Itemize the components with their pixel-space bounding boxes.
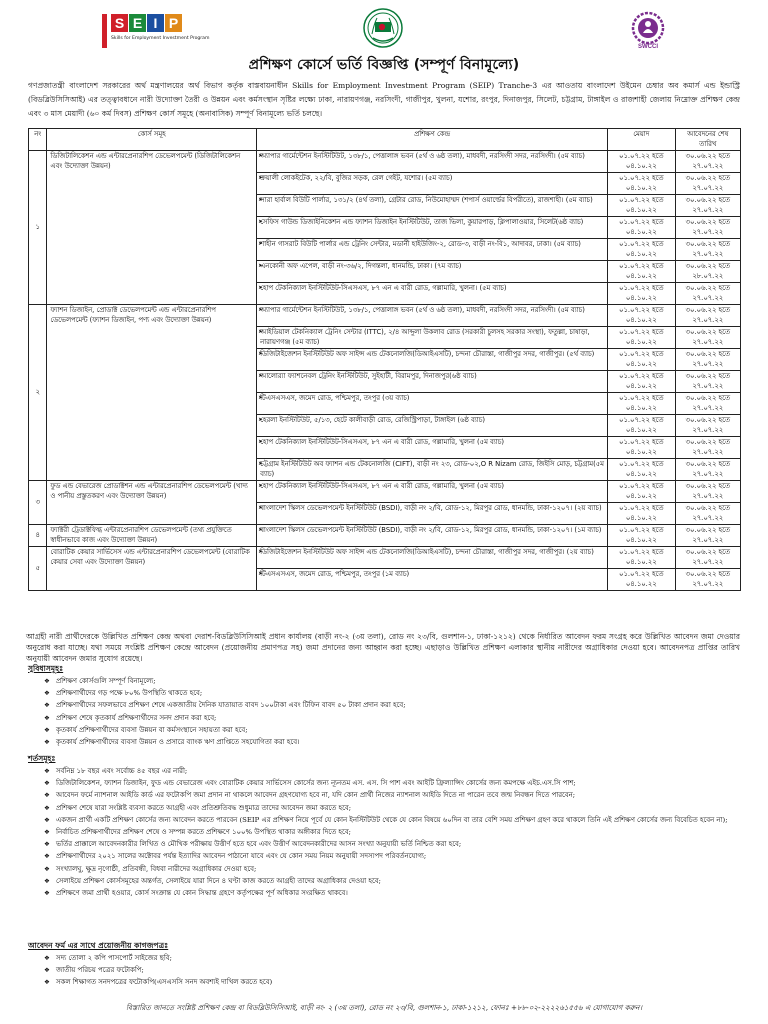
- training-center: ➤ টিএসএসএস, জমেদ রোড, পশ্চিমপুর, তংপুর (১ম ব্যাচ): [257, 569, 608, 591]
- training-center: ➤ আলোর‍্যা ফ্যাশনেবল ট্রেনিং ইনস্টিটিউট, সুইহাটী, বিরামপুর, দিনাজপুর(৬ষ্ঠ ব্যাচ): [257, 371, 608, 393]
- list-item: ❖ কৃতকার্য প্রশিক্ষণার্থীদের ব্যবসা উন্নয়ন বা কর্মসংস্থানে সহায়তা করা হবে;: [44, 724, 740, 736]
- course-duration: ০১.০৭.২২ হতে ০৪.১০.২২: [607, 547, 675, 569]
- course-duration: ০১.০৭.২২ হতে ০৪.১০.২২: [607, 371, 675, 393]
- benefits-list: [44, 675, 740, 748]
- training-center: ➤ হেরলা ইনস্টিটিউট, ৫/১৩, হেটে কালীবাড়ী রোড, রেজিস্ট্রিপাড়া, টাঙ্গাইল (৬ষ্ঠ ব্যাচ): [257, 415, 608, 437]
- list-item: ❖ কৃতকার্য প্রশিক্ষণার্থীদের ব্যবসা উন্নয়ন ও প্রসারে ব্যাংক ঋণ প্রাপ্তিতে সহযোগিতা করা হবে।: [44, 736, 740, 748]
- application-last-date: ৩০.০৬.২২ হতে ২৭.০৭.২২: [675, 151, 741, 173]
- training-center: ➤ হোপ টেকনিক্যাল ইনস্টিটিউট-সিএসএস, ৮৭ এন এ বারী রোড, গল্লামারি, খুলনা (৫ম ব্যাচ): [257, 481, 608, 503]
- training-center: ➤ হোপ টেকনিক্যাল ইনস্টিটিউট-সিএসএস, ৮৭ এন এ বারী রোড, গল্লামারি, খুলনা (৫ম ব্যাচ): [257, 437, 608, 459]
- course-duration: ০১.০৭.২২ হতে ০৪.১০.২২: [607, 217, 675, 239]
- list-item: ❖ প্রশিক্ষণ শেষে যারা সংশ্লিষ্ট ব্যবসা করতে আগ্রহী এবং প্রতিশ্রুতিবদ্ধ শুধুমাত্র তাদের আবেদন জমা করতে হবে;: [44, 802, 740, 814]
- course-duration: ০১.০৭.২২ হতে ০৪.১০.২২: [607, 481, 675, 503]
- swcci-logo-text: SWCCI: [638, 44, 658, 50]
- list-item: ❖ সংখ্যালঘু, ক্ষুদ্র নৃগোষ্ঠী, প্রতিবন্ধী, বিধবা নারীদের অগ্রাধিকার দেওয়া হবে;: [44, 863, 740, 875]
- course-serial: ৩: [29, 481, 47, 525]
- training-center: ➤ ক্রয়ালী লোকইটেক, ২২/বি, বুজির সড়ক, রেল গেইট, যশোর। (৫ম ব্যাচ): [257, 173, 608, 195]
- course-duration: ০১.০৭.২২ হতে ০৪.১০.২২: [607, 415, 675, 437]
- table-row: [29, 151, 741, 173]
- training-center: ➤ টিএসএসএস, জমেদ রোড, পশ্চিমপুর, তংপুর (৩য় ব্যাচ): [257, 393, 608, 415]
- list-item: ❖ প্রশিক্ষণার্থীদের সফলভাবে প্রশিক্ষণ শেষে একজাতীয় দৈনিক যাতায়াত বাবদ ১০০টাকা এবং টিফিন বাবদ ৫০ টাকা প্রদান করা হবে;: [44, 699, 740, 711]
- application-last-date: ৩০.০৬.২২ হতে ২৭.০৭.২২: [675, 349, 741, 371]
- course-duration: ০১.০৭.২২ হতে ০৪.১০.২২: [607, 459, 675, 481]
- header-serial: নং: [29, 129, 47, 151]
- course-duration: ০১.০৭.২২ হতে ০৪.১০.২২: [607, 239, 675, 261]
- course-table: [28, 128, 741, 591]
- course-name: ফ্যাক্টরী ট্রেডাক্টফিগ্ধ এন্টারপ্রেনারশিপ ডেভেলপমেন্ট (তথ্য প্রযুক্তিতে স্বাধীনভাবে কাজ এবং উদ্যোক্তা উন্নয়ন): [47, 525, 257, 547]
- list-item: ❖ প্রশিক্ষণার্থীদের গড় পক্ষে ৮০% উপস্থিতি থাকতে হবে;: [44, 687, 740, 699]
- notice-title: প্রশিক্ষণ কোর্সে ভর্তি বিজ্ঞপ্তি (সম্পূর্ণ বিনামূল্যে): [248, 57, 520, 73]
- application-last-date: ৩০.০৬.২২ হতে ২৭.০৭.২২: [675, 569, 741, 591]
- header-last-date: আবেদনের শেষ তারিখ: [675, 129, 741, 151]
- table-row: [29, 481, 741, 503]
- application-last-date: ৩০.০৬.২২ হতে ২৭.০৭.২২: [675, 305, 741, 327]
- application-last-date: ৩০.০৬.২২ হতে ২৭.০৭.২২: [675, 195, 741, 217]
- list-item: ❖ সকল শিক্ষাগত সনদপত্রের ফটোকপি(এসএসসি সনদ অবশ্যই দাখিল করতে হবে): [44, 976, 740, 988]
- header-duration: মেয়াদ: [607, 129, 675, 151]
- seip-logo-bar: [102, 14, 107, 48]
- application-last-date: ৩০.০৬.২২ হতে ২৭.০৭.২২: [675, 217, 741, 239]
- intro-paragraph: গণপ্রজাতন্ত্রী বাংলাদেশ সরকারের অর্থ মন্ত্রণালয়ের অর্থ বিভাগ কর্তৃক বাস্তবায়নাধীন Skills for Employment Investment Program (SEIP) Tranche-3 এর আওতায় বাংলাদেশ উইমেন চেম্বার অব কমার্স এন্ড ইন্ডাস্ট্রি (বিডব্লিউসিসিআই) এর তত্ত্বাবধানে নারী উদ্যোক্তা তৈরী ও উন্নয়ন এবং কর্মসংস্থান সৃষ্টির লক্ষ্যে ঢাকা, নারায়ণগঞ্জ, নরসিংদী, গাজীপুর, খুলনা, যশোর, রংপুর, দিনাজপুর, সিলেট, চট্টগ্রাম, টাঙ্গাইল ও রাজশাহী জেলায় নিম্নোক্ত প্রশিক্ষণ কেন্দ্র এবং ৩ মাস মেয়াদী (৬০ কর্ম দিবস) প্রশিক্ষণ কোর্স সমূহে (অনাবাসিক) সম্পূর্ণ বিনামূল্যে ভর্তি চলছে।: [28, 81, 740, 118]
- list-item: ❖ জাতীয় পরিচয় পত্রের ফটোকপি;: [44, 964, 740, 976]
- list-item: ❖ প্রশিক্ষণে জমা প্রার্থী হওয়ার, কোর্স সংক্রান্ত যে কোন সিদ্ধান্ত গ্রহণে কর্তৃপক্ষের পূর্ণ অধিকার সংরক্ষিত থাকবে।: [44, 887, 740, 899]
- application-last-date: ৩০.০৬.২২ হতে ২৭.০৭.২২: [675, 283, 741, 305]
- seip-letter-e: E: [129, 14, 146, 32]
- list-item: ❖ আবেদন ফর্মে ন্যাশনাল আইডি কার্ড এর ফটোকপি জমা প্রদান না থাকলে আবেদন গ্রহণযোগ্য হবে না, যদি কোন প্রার্থী নিজের ন্যাশনাল আইডি দিতে না পারেন তবে জন্ম নিবন্ধন দিতে পারবেন;: [44, 789, 740, 801]
- course-duration: ০১.০৭.২২ হতে ০৪.১০.২২: [607, 283, 675, 305]
- application-last-date: ৩০.০৬.২২ হতে ২৭.০৭.২২: [675, 371, 741, 393]
- application-last-date: ৩০.০৬.২২ হতে ২৭.০৭.২২: [675, 327, 741, 349]
- application-last-date: ৩০.০৬.২২ হতে ২৭.০৭.২২: [675, 459, 741, 481]
- seip-letter-s: S: [111, 14, 128, 32]
- course-name: বোরাটিক কেয়ার সার্ভিসেস এন্ড এন্টারপ্রেনারশিপ ডেভেলপমেন্ট (বোরাটিক কেয়ার সেবা এবং উদ্যোক্তা উন্নয়ন): [47, 547, 257, 591]
- course-serial: ৪: [29, 525, 47, 547]
- list-item: ❖ ডিজিটালিকেশন, ফ্যাশন ডিজাইন, ফুড এন্ড বেভারেজ এবং বোরাটিক কেয়ার সার্ভিসেস কোর্সের জন্য ন্যূনতম এস. এস. সি পাশ এবং আইটি ফ্রিল্যান্সিং কোর্সের জন্য কমপক্ষে এইচ.এস.সি পাশ;: [44, 777, 740, 789]
- course-table-body: [29, 151, 741, 591]
- list-item: ❖ প্রশিক্ষণ কোর্সগুলি সম্পূর্ণ বিনামূল্যে;: [44, 675, 740, 687]
- course-duration: ০১.০৭.২২ হতে ০৪.১০.২২: [607, 151, 675, 173]
- course-duration: ০১.০৭.২২ হতে ০৪.১০.২২: [607, 437, 675, 459]
- application-instructions: আগ্রহী নারী প্রার্থীদেরকে উল্লিখিত প্রশিক্ষণ কেন্দ্র অথবা দেরাশ-বিডব্লিউসিসিআই প্রধান কার্যালয় (বাড়ী নং-২ (৩য় তলা), রোড নং ২৩/বি, গুলশান-১, ঢাকা-১২১২) থেকে নির্ধারিত আবেদন ফরম সংগ্রহ করে উল্লিখিত আবেদন জমা দেওয়ার অনুরোধ করা যাচ্ছে। যথা সময়ে সংশ্লিষ্ট প্রশিক্ষণ কেন্দ্রে আবেদন (প্রয়োজনীয় প্রমাণপত্র সহ) জমা প্রদানের জন্য আহ্বান করা হচ্ছে। এছাড়াও উল্লিখিত প্রশিক্ষণ এলাকার স্থানীয় নারীদের অগ্রাধিকার দেওয়া হবে। আবেদনপত্র প্রাপ্তির তারিখ অনুযায়ী আবেদন জমার সুযোগ রয়েছে।: [26, 632, 740, 663]
- seip-letter-i: I: [147, 14, 164, 32]
- list-item: ❖ সর্বনিম্ন ১৮ বছর এবং সর্বোচ্চ ৪৫ বছর এর নারী;: [44, 765, 740, 777]
- list-item: ❖ নির্বাচিত প্রশিক্ষণার্থীদের প্রশিক্ষণ শেষে ও সম্পন্ন করতে প্রশিক্ষণে ১০০% উপস্থিত থাকার অঙ্গীকার দিতে হবে;: [44, 826, 740, 838]
- course-serial: ২: [29, 305, 47, 481]
- seip-logo: [102, 14, 210, 50]
- list-item: ❖ প্রশিক্ষণার্থীদের ২০২১ সালের অক্টোবর পর্যন্ত ইত্যাদির আবেদন পাঠানো যাবে এবং যে কোন সময় নিয়ম অনুযায়ী সদস্যপদ পরিবর্তনযোগ্য;: [44, 850, 740, 862]
- header-center: প্রশিক্ষণ কেন্দ্র: [257, 129, 608, 151]
- application-last-date: ৩০.০৬.২২ হতে ২৭.০৭.২২: [675, 393, 741, 415]
- application-last-date: ৩০.০৬.২২ হতে ২৮.০৭.২২: [675, 261, 741, 283]
- application-last-date: ৩০.০৬.২২ হতে ২৭.০৭.২২: [675, 239, 741, 261]
- course-name: ফুড এন্ড বেভারেজ প্রোডাক্টশন এন্ড এন্টারপ্রেনারশিপ ডেভেলপমেন্ট (খাদ্য ও পানীয় প্রস্তুতকরণ এবং উদ্যোক্তা উন্নয়ন): [47, 481, 257, 525]
- conditions-heading: শর্তসমূহঃ: [28, 754, 56, 763]
- course-name: ডিজিটালিকেশন এন্ড এন্টারপ্রেনারশিপ ডেভেলপমেন্ট (ডিজিটালিকেশন এবং উদ্যোক্তা উন্নয়ন): [47, 151, 257, 305]
- documents-heading: আবেদন ফর্ম এর সাথে প্রয়োজনীয় কাগজপত্রঃ: [28, 941, 169, 950]
- course-duration: ০১.০৭.২২ হতে ০৪.১০.২২: [607, 393, 675, 415]
- course-duration: ০১.০৭.২২ হতে ০৪.১০.২২: [607, 503, 675, 525]
- list-item: ❖ সদ্য তোলা ২ কপি পাসপোর্ট সাইজের ছবি;: [44, 952, 740, 964]
- government-seal-icon: [363, 8, 403, 48]
- training-center: ➤ সেফিস গাউন্ড ডিজাইনিকেশন এন্ড ফ্যাশন ডিজাইন ইনস্টিটিউট, তাজ ভিলা, কুয়ারপাড়, ক্লিপালাওয়ার, সিলেট(৬ষ্ঠ ব্যাচ): [257, 217, 608, 239]
- course-name: ফ্যাশন ডিজাইন, প্রোডাক্ট ডেভেলপমেন্ট এন্ড এন্টারপ্রেনারশিপ ডেভেলপমেন্ট (ফ্যাশন ডিজাইন, পণ্য এবং উদ্যোক্তা উন্নয়ন): [47, 305, 257, 481]
- list-item: ❖ প্রশিক্ষণ শেষে কৃতকার্য প্রশিক্ষণার্থীদের সনদ প্রদান করা হবে;: [44, 712, 740, 724]
- seip-logo-subtitle: Skills for Employment Investment Program: [111, 36, 210, 41]
- course-duration: ০১.০৭.২২ হতে ০৪.১০.২২: [607, 305, 675, 327]
- course-serial: ১: [29, 151, 47, 305]
- application-last-date: ৩০.০৬.২২ হতে ২৭.০৭.২২: [675, 437, 741, 459]
- training-center: ➤ বাংলাদেশ স্কিলস ডেভেলপমেন্ট ইনস্টিটিউট (BSDI), বাড়ী নং ২/বি, রোড-১২, মিরপুর রোড, ধানমন্ডি, ঢাকা-১২০৭। (১ম ব্যাচ): [257, 525, 608, 547]
- table-row: [29, 525, 741, 547]
- contact-footer: বিস্তারিত জানতে সংশ্লিষ্ট প্রশিক্ষণ কেন্দ্র বা বিডব্লিউসিসিআই, বাড়ী নং- ২ (৩য় তলা), রোড নং ২৩/বি, গুলশান-১, ঢাকা-১২১২, ফোনঃ +৮৮-০২-২২২২৬১৫৫৬ এ যোগাযোগ করুন।: [125, 1003, 643, 1012]
- training-center: ➤ এনকোনী অফ এপেল, বাড়ী নং-৩৬/২, দিগন্তলা, ধানমন্ডি, ঢাকা। (৭ম ব্যাচ): [257, 261, 608, 283]
- training-center: ➤ সারা হার্বাল বিউটি পার্লার, ১৩১/২ (৪র্থ তলা), গ্রেটার রোড, নিউমোহাম্মদ (শপার্স ওয়ার্ল্ডের বিপরীতে), রাজশাহী। (৫ম ব্যাচ): [257, 195, 608, 217]
- application-last-date: ৩০.০৬.২২ হতে ২৭.০৭.২২: [675, 525, 741, 547]
- list-item: ❖ একজন প্রার্থী একটি প্রশিক্ষণ কোর্সের জন্য আবেদন করতে পারবেন (SEIP এর প্রশিক্ষণ নিয়ে পূর্বে যে কোন ইনস্টিটিউট থেকে যে কোন বিষয়ে ৬০দিন বা তার বেশি সময় প্রশিক্ষণ গ্রহণ করে থাকলে তিনি এই প্রশিক্ষণ কোর্সের জন্য বিবেচিত হবেন না);: [44, 814, 740, 826]
- application-last-date: ৩০.০৬.২২ হতে ২৭.০৭.২২: [675, 547, 741, 569]
- training-center: ➤ শাহীন গাসরাট বিউটি পার্লার এন্ড ট্রেনিং সেন্টার, মডার্নী হাইউজিং-২, রোড-৩, বাড়ী নং-বি১, আদাবর, ঢাকা। (৫ম ব্যাচ): [257, 239, 608, 261]
- application-last-date: ৩০.০৬.২২ হতে ২৭.০৭.২২: [675, 481, 741, 503]
- table-row: [29, 305, 741, 327]
- application-last-date: ৩০.০৬.২২ হতে ২৭.০৭.২২: [675, 415, 741, 437]
- swcci-logo-icon: [630, 10, 666, 50]
- documents-list: [44, 952, 740, 989]
- benefits-heading: সুবিধাসমূহঃ: [28, 664, 64, 673]
- training-center: ➤ চট্টগ্রাম ইনস্টিটিউট অব ফ্যাশন এন্ড টেকনোলজি (CIFT), বাড়ী নং ২৩, রোড-০২,O R Nizam রোড, জিইসি মোড়, চট্টগ্রাম(৫ম ব্যাচ): [257, 459, 608, 481]
- course-duration: ০১.০৭.২২ হতে ০৪.১০.২২: [607, 195, 675, 217]
- list-item: ❖ ভর্তির প্রাক্কালে আবেদনকারীর লিখিত ও মৌখিক পরীক্ষায় উত্তীর্ণ হতে হবে এবং উত্তীর্ণ আবেদনকারীদের আসন সংখ্যা অনুযায়ী ভর্তি নিশ্চিত করা হবে;: [44, 838, 740, 850]
- list-item: ❖ সেলাইয়ে প্রশিক্ষণ কোর্সসমূহের অন্তর্গত, সেলাইয়ে যারা দিনে ৪ ঘণ্টা কাজ করতে আগ্রহী তাদের অগ্রাধিকার দেওয়া হবে;: [44, 875, 740, 887]
- application-last-date: ৩০.০৬.২২ হতে ২৭.০৭.২২: [675, 503, 741, 525]
- seip-letter-p: P: [165, 14, 182, 32]
- course-serial: ৫: [29, 547, 47, 591]
- course-duration: ০১.০৭.২২ হতে ০৪.১০.২২: [607, 349, 675, 371]
- table-header-row: [29, 129, 741, 151]
- conditions-list: [44, 765, 740, 899]
- course-duration: ০১.০৭.২২ হতে ০৪.১০.২২: [607, 569, 675, 591]
- training-center: ➤ অ্যাপার গার্মেন্টেশন ইনস্টিটিউট, ১৩৮/১, পেত্তালাঙ্গ ভবন (৫র্থ ও ৬ষ্ঠ তলা), মাধবদী, নরসিংদী সদর, নরসিংদী। (৫ম ব্যাচ): [257, 305, 608, 327]
- training-center: ➤ বাংলাদেশ স্কিলস ডেভেলপমেন্ট ইনস্টিটিউট (BSDI), বাড়ী নং ২/বি, রোড-১২, মিরপুর রোড, ধানমন্ডি, ঢাকা-১২০৭। (২য় ব্যাচ): [257, 503, 608, 525]
- header-course: কোর্স সমূহ: [47, 129, 257, 151]
- training-center: ➤ হোপ টেকনিক্যাল ইনস্টিটিউট-সিএসএস, ৮৭ এন এ বারী রোড, গল্লামারি, খুলনা। (৫ম ব্যাচ): [257, 283, 608, 305]
- training-center: ➤ আইডিয়াল টেকনিক্যাল ট্রেনিং সেন্টার (ITTC), ২/৪ আব্দুলা উকলাব রোড (সরকারী চুলসহ সরকার সংস্থা), ফতুল্লা, চাষাড়া, নারায়ণগঞ্জ (৫ম ব্যাচ): [257, 327, 608, 349]
- seip-logo-letters: [111, 14, 183, 32]
- training-center: ➤ ডিজিটাইজেশন ইনস্টিটিউট অফ সাইন্স এন্ড টেকনোলজি(ডিআইএসটি), চন্দনা চৌরাস্তা, গাজীপুর সদর, গাজীপুর। (৫র্থ ব্যাচ): [257, 349, 608, 371]
- application-last-date: ৩০.০৬.২২ হতে ২৭.০৭.২২: [675, 173, 741, 195]
- course-duration: ০১.০৭.২২ হতে ০৪.১০.২২: [607, 173, 675, 195]
- course-duration: ০১.০৭.২২ হতে ০৪.১০.২২: [607, 261, 675, 283]
- training-center: ➤ অ্যাপার গার্মেন্টেশন ইনস্টিটিউট, ১৩৮/১, পেত্তালাঙ্গ ভবন (৫র্থ ও ৬ষ্ঠ তলা), মাধবদী, নরসিংদী সদর, নরসিংদী। (৫ম ব্যাচ): [257, 151, 608, 173]
- training-center: ➤ ডিজিটাইজেশন ইনস্টিটিউট অফ সাইন্স এন্ড টেকনোলজি(ডিআইএসটি), চন্দনা চৌরাস্তা, গাজীপুর সদর, গাজীপুর। (২য় ব্যাচ): [257, 547, 608, 569]
- course-duration: ০১.০৭.২২ হতে ০৪.১০.২২: [607, 525, 675, 547]
- table-row: [29, 547, 741, 569]
- course-duration: ০১.০৭.২২ হতে ০৪.১০.২২: [607, 327, 675, 349]
